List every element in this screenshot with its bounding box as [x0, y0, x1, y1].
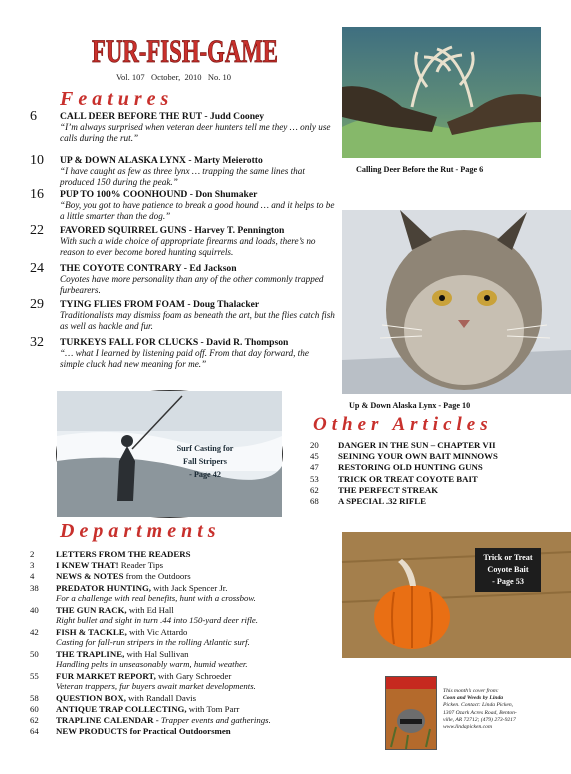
feature-author: Harvey T. Pennington — [194, 225, 285, 236]
department-description: For a challenge with real benefits, hunt with a crossbow. — [56, 592, 256, 603]
deer-photo — [342, 27, 541, 158]
department-host: from the Outdoors — [123, 571, 191, 582]
lynx-photo — [342, 210, 571, 394]
feature-description: “I have caught as few as three lynx … trapping the same lines that produced 150 during the peak.” — [60, 166, 305, 187]
department-title — [56, 605, 174, 615]
department-title-text: FUR MARKET REPORT, — [56, 670, 156, 681]
other-article-page: 45 — [310, 451, 319, 462]
department-page: 64 — [30, 726, 39, 737]
feature-description: With such a wide choice of appropriate firearms and loads, there’s no reason to ever become bored hunting squirrels. — [60, 236, 316, 257]
department-title — [56, 715, 271, 725]
features-heading: Features — [60, 88, 174, 110]
cover-note-line-5: ville, AR 72712; (479) 273-9217 — [443, 716, 516, 723]
cover-thumbnail — [385, 676, 437, 750]
department-page: 62 — [30, 715, 39, 725]
feature-description: Coyotes have more personality than any of the other commonly trapped furbearers. — [60, 274, 324, 295]
pumpkin-caption-line-3: - Page 53 — [492, 577, 524, 586]
issue-info — [116, 72, 231, 82]
department-page: 58 — [30, 692, 39, 703]
other-article-title: TRICK OR TREAT COYOTE BAIT — [338, 473, 478, 484]
department-page: 42 — [30, 626, 39, 637]
feature-page-number: 24 — [30, 261, 44, 276]
feature-title-text: UP & DOWN ALASKA LYNX - — [60, 155, 194, 166]
cover-note-line-3: Picken. Contact: Linda Picken, — [443, 702, 514, 709]
feature-title-text: FAVORED SQUIRREL GUNS - — [60, 225, 195, 236]
department-host: with Gary Schroeder — [155, 670, 232, 681]
feature-page-number: 32 — [30, 335, 44, 350]
other-article-page: 20 — [310, 440, 319, 450]
other-article-page: 47 — [310, 462, 319, 473]
department-page: 55 — [30, 670, 39, 681]
cover-note — [443, 688, 517, 731]
month: October, — [151, 72, 181, 82]
logo-text: FUR-FISH-GAME — [92, 34, 278, 70]
feature-page-number: 22 — [30, 223, 44, 238]
department-title-text: THE GUN RACK, — [56, 604, 127, 615]
feature-author: Doug Thalacker — [192, 299, 260, 310]
department-page: 60 — [30, 703, 39, 714]
feature-page-number: 29 — [30, 297, 44, 312]
surf-caption-line-3: - Page 42 — [189, 470, 221, 479]
department-title — [56, 649, 189, 659]
department-title — [56, 693, 196, 703]
department-description: Right bullet and sight in turn .44 into 150-yard deer rifle. — [56, 614, 258, 625]
feature-title-text: THE COYOTE CONTRARY - — [60, 263, 190, 274]
volume: Vol. 107 — [116, 72, 145, 82]
other-article-title: DANGER IN THE SUN – CHAPTER VII — [338, 440, 496, 450]
feature-author: Ed Jackson — [189, 263, 237, 274]
department-title-text: QUESTION BOX, — [56, 692, 126, 703]
pumpkin-caption-line-2: Coyote Bait — [487, 565, 529, 574]
cover-note-line-1: This month’s cover from: — [443, 688, 499, 694]
department-host: with Ed Hall — [126, 604, 174, 615]
department-title-text: NEWS & NOTES — [56, 571, 124, 582]
department-title-text: LETTERS FROM THE READERS — [56, 549, 191, 559]
department-host: with Jack Spencer Jr. — [150, 582, 228, 593]
department-description: Casting for fall-run stripers in the rolling Atlantic surf. — [56, 636, 250, 647]
feature-title — [60, 111, 264, 122]
feature-title — [60, 299, 259, 310]
feature-author: David R. Thompson — [206, 337, 289, 348]
department-title — [56, 583, 227, 593]
other-articles-heading: Other Articles — [313, 414, 493, 435]
department-host: Trapper events and gatherings. — [160, 715, 271, 725]
department-host: with Tom Parr — [186, 703, 240, 714]
feature-title — [60, 263, 237, 274]
feature-page-number: 10 — [30, 153, 44, 168]
other-article-item — [310, 440, 496, 450]
issue-number: No. 10 — [207, 72, 231, 82]
feature-description: Traditionalists may dismiss foam as beneath the art, but the flies catch fish as well as hackle and fur. — [60, 310, 335, 331]
other-article-title: A SPECIAL .32 RIFLE — [338, 496, 426, 506]
cover-note-line-4: 1307 Ozark Acres Road, Benton- — [443, 709, 517, 716]
department-title — [56, 560, 163, 570]
cover-note-line-6: www.lindapicken.com — [443, 724, 492, 731]
feature-title-text: CALL DEER BEFORE THE RUT - — [60, 111, 210, 122]
department-title-text: ANTIQUE TRAP COLLECTING, — [56, 703, 187, 714]
feature-author: Judd Cooney — [209, 111, 265, 122]
department-title — [56, 726, 231, 736]
department-title-text: TRAPLINE CALENDAR - — [56, 715, 161, 725]
department-title — [56, 627, 187, 637]
other-article-page: 68 — [310, 496, 319, 506]
feature-title-text: TYING FLIES FROM FOAM - — [60, 299, 193, 310]
department-title — [56, 571, 191, 581]
pumpkin-caption-box — [475, 548, 541, 592]
other-article-title: SEINING YOUR OWN BAIT MINNOWS — [338, 451, 498, 462]
department-host: with Hal Sullivan — [124, 648, 189, 659]
department-title-text: I KNEW THAT! — [56, 560, 119, 571]
other-article-page: 53 — [310, 473, 319, 484]
department-page: 2 — [30, 549, 35, 559]
feature-description: “… what I learned by listening paid off. From that day forward, the simple cluck had new meaning for me.” — [60, 348, 309, 369]
feature-title — [60, 337, 288, 348]
feature-description: “Boy, you got to have patience to break a good hound … and it helps to be a little smarter than the dog.” — [60, 200, 335, 221]
feature-author: Don Shumaker — [195, 189, 258, 200]
feature-page-number: 16 — [30, 187, 44, 202]
other-article-item — [310, 496, 426, 506]
department-title-text: PREDATOR HUNTING, — [56, 582, 151, 593]
department-title — [56, 671, 231, 681]
department-host: Reader Tips — [118, 560, 164, 571]
feature-title — [60, 225, 284, 236]
cover-note-line-2: Coon and Weeds by Linda — [443, 695, 504, 702]
department-page: 3 — [30, 560, 35, 571]
department-description: Handling pelts in unseasonably warm, humid weather. — [56, 658, 248, 669]
other-article-title: THE PERFECT STREAK — [338, 484, 439, 495]
other-article-item — [310, 451, 498, 461]
feature-title-text: TURKEYS FALL FOR CLUCKS - — [60, 337, 207, 348]
other-article-item — [310, 462, 483, 472]
feature-author: Marty Meierotto — [193, 155, 263, 166]
department-page: 40 — [30, 604, 39, 615]
department-title — [56, 549, 191, 559]
feature-title-text: PUP TO 100% COONHOUND - — [60, 189, 196, 200]
other-article-title: RESTORING OLD HUNTING GUNS — [338, 462, 483, 473]
lynx-photo-caption: Up & Down Alaska Lynx - Page 10 — [349, 401, 471, 410]
feature-title — [60, 155, 263, 166]
other-article-item — [310, 485, 438, 495]
surf-photo-caption — [170, 442, 240, 481]
pumpkin-caption-line-1: Trick or Treat — [483, 553, 533, 562]
department-title-text: THE TRAPLINE, — [56, 648, 125, 659]
magazine-logo — [92, 32, 278, 68]
department-page: 50 — [30, 648, 39, 659]
department-host: with Vic Attardo — [126, 626, 188, 637]
feature-page-number: 6 — [30, 109, 37, 124]
department-title-text: NEW PRODUCTS for Practical Outdoorsmen — [56, 726, 231, 737]
department-host: with Randall Davis — [125, 692, 197, 703]
surf-caption-line-1: Surf Casting for — [176, 444, 234, 453]
department-title-text: FISH & TACKLE, — [56, 626, 127, 637]
feature-description: “I’m always surprised when veteran deer hunters tell me they … only use calls during the rut.” — [60, 122, 331, 143]
department-description: Veteran trappers, fur buyers await market developments. — [56, 680, 256, 691]
departments-heading: Departments — [60, 520, 221, 542]
other-article-page: 62 — [310, 484, 319, 495]
surf-caption-line-2: Fall Stripers — [183, 457, 227, 466]
other-article-item — [310, 474, 478, 484]
deer-photo-caption: Calling Deer Before the Rut - Page 6 — [356, 165, 484, 174]
department-page: 4 — [30, 571, 35, 582]
feature-title — [60, 189, 257, 200]
department-page: 38 — [30, 582, 39, 593]
year: 2010 — [184, 72, 202, 82]
department-title — [56, 704, 239, 714]
